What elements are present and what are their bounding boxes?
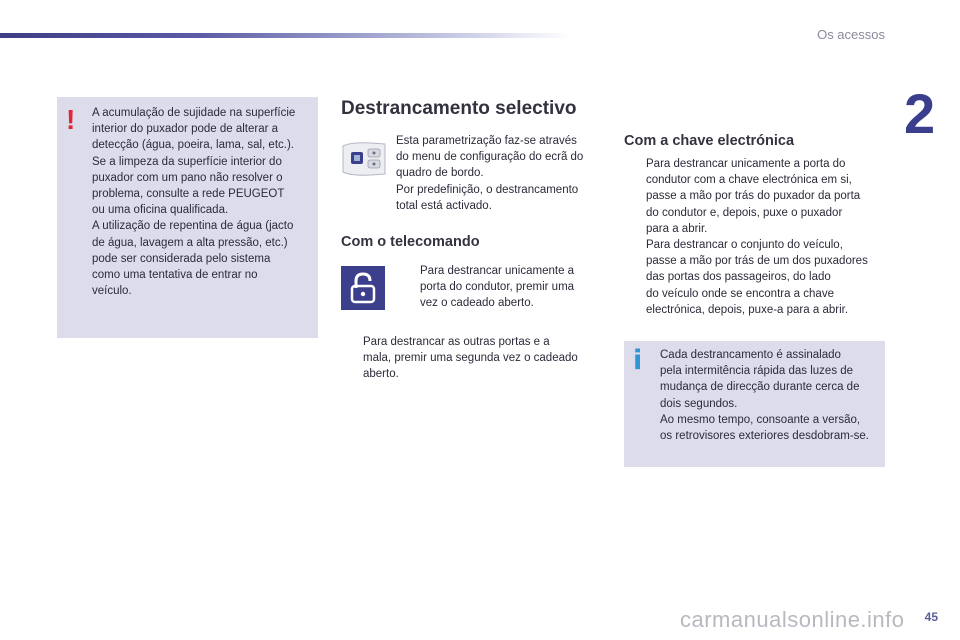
info-line: Ao mesmo tempo, consoante a versão, [660, 413, 861, 426]
info-icon: i [633, 345, 643, 376]
key-step-driver-door [624, 156, 889, 237]
header-gradient-bar [0, 33, 570, 38]
step-line: mala, premir uma segunda vez o cadeado [363, 352, 578, 365]
intro-line: Esta parametrização faz-se através [396, 135, 577, 147]
section-title: Os acessos [817, 27, 885, 42]
info-line: Cada destrancamento é assinalado [660, 349, 841, 361]
intro-line: total está activado. [396, 199, 492, 212]
warning-line: ou uma oficina qualificada. [92, 204, 229, 217]
intro-line: quadro de bordo. [396, 167, 484, 180]
remote-step-driver-door [398, 263, 598, 312]
step-line: das portas dos passageiros, do lado [646, 271, 831, 284]
remote-control-heading: Com o telecomando [341, 234, 480, 250]
step-line: passe a mão por trás de um dos puxadores [646, 255, 868, 268]
exclamation-icon: ! [66, 104, 76, 135]
warning-line: como uma tentativa de entrar no [92, 269, 258, 282]
warning-line: interior do puxador pode de alterar a [92, 123, 279, 136]
warning-line: A utilização de repentina de água (jacto [92, 220, 294, 233]
step-line: condutor com a chave electrónica em si, [646, 174, 852, 187]
electronic-key-heading: Com a chave electrónica [624, 133, 795, 149]
step-line: vez o cadeado aberto. [420, 297, 534, 310]
open-padlock-icon [341, 266, 385, 310]
remote-step-other-doors [341, 334, 603, 383]
step-line: Para destrancar o conjunto do veículo, [646, 239, 843, 251]
warning-text [92, 105, 316, 299]
warning-line: Se a limpeza da superfície interior do [92, 155, 282, 168]
step-line: electrónica, depois, puxe-a para a abrir. [646, 303, 849, 316]
step-line: do condutor e, depois, puxe o puxador [646, 206, 843, 219]
warning-line: puxador com um pano não resolver o [92, 171, 283, 184]
page-number: 45 [924, 610, 938, 624]
step-line: passe a mão por trás do puxador da porta [646, 190, 861, 203]
step-line: para a abrir. [646, 222, 708, 235]
step-line: porta do condutor, premir uma [420, 281, 575, 294]
warning-line: A acumulação de sujidade na superfície [92, 107, 296, 119]
step-line: Para destrancar unicamente a porta do [646, 158, 846, 170]
warning-line: pode ser considerada pelo sistema [92, 252, 271, 265]
intro-text [396, 133, 606, 214]
warning-line: problema, consulte a rede PEUGEOT [92, 188, 285, 201]
warning-line: detecção (água, poeira, lama, sal, etc.). [92, 139, 294, 152]
info-line: mudança de direcção durante cerca de [660, 381, 860, 394]
warning-line: veículo. [92, 285, 132, 298]
info-text [660, 347, 883, 444]
intro-line: Por predefinição, o destrancamento [396, 183, 579, 196]
key-step-whole-vehicle [624, 237, 889, 318]
intro-line: do menu de configuração do ecrã do [396, 151, 584, 164]
page-title: Destrancamento selectivo [341, 98, 577, 119]
watermark: carmanualsonline.info [680, 607, 905, 632]
step-line: Para destrancar unicamente a [420, 265, 575, 277]
warning-line: de água, lavagem a alta pressão, etc.) [92, 236, 288, 249]
step-line: aberto. [363, 368, 399, 381]
chapter-number: 2 [904, 82, 936, 145]
dashboard-console-icon [341, 140, 387, 178]
step-line: do veículo onde se encontra a chave [646, 287, 834, 300]
info-line: pela intermitência rápida das luzes de [660, 365, 854, 378]
step-line: Para destrancar as outras portas e a [363, 336, 550, 348]
info-line: dois segundos. [660, 397, 738, 410]
info-line: os retrovisores exteriores desdobram-se. [660, 430, 869, 443]
